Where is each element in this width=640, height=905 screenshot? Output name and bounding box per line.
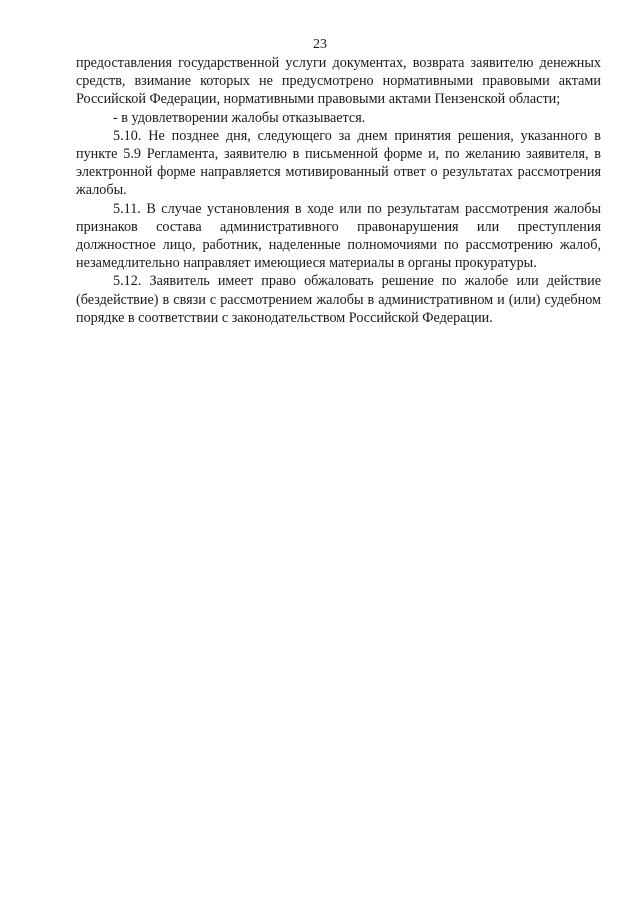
paragraph-refusal: - в удовлетворении жалобы отказывается. bbox=[113, 109, 366, 126]
paragraph-5-10: 5.10. Не позднее дня, следующего за днем принятия решения, указанного в пункте 5.9 Регламента, заявителю в письменной форме и, по желанию заявителя, в электронной форме направляется мотивированный ответ о результатах рассмотрения жалобы. bbox=[76, 127, 601, 199]
paragraph-5-11: 5.11. В случае установления в ходе или по результатам рассмотрения жалобы признаков состава административного правонарушения или преступления должностное лицо, работник, наделенные полномочиями по рассмотрению жалоб, незамедлительно направляет имеющиеся материалы в органы прокуратуры. bbox=[76, 200, 601, 272]
paragraph-continuation: предоставления государственной услуги документах, возврата заявителю денежных средств, взимание которых не предусмотрено нормативными правовыми актами Российской Федерации, нормативными правовыми актами Пензенской области; bbox=[76, 55, 601, 108]
document-body bbox=[76, 54, 601, 327]
page-number: 23 bbox=[313, 37, 327, 52]
paragraph-5-12: 5.12. Заявитель имеет право обжаловать решение по жалобе или действие (бездействие) в связи с рассмотрением жалобы в административном и (или) судебном порядке в соответствии с законодательством Российской Федерации. bbox=[76, 273, 601, 326]
